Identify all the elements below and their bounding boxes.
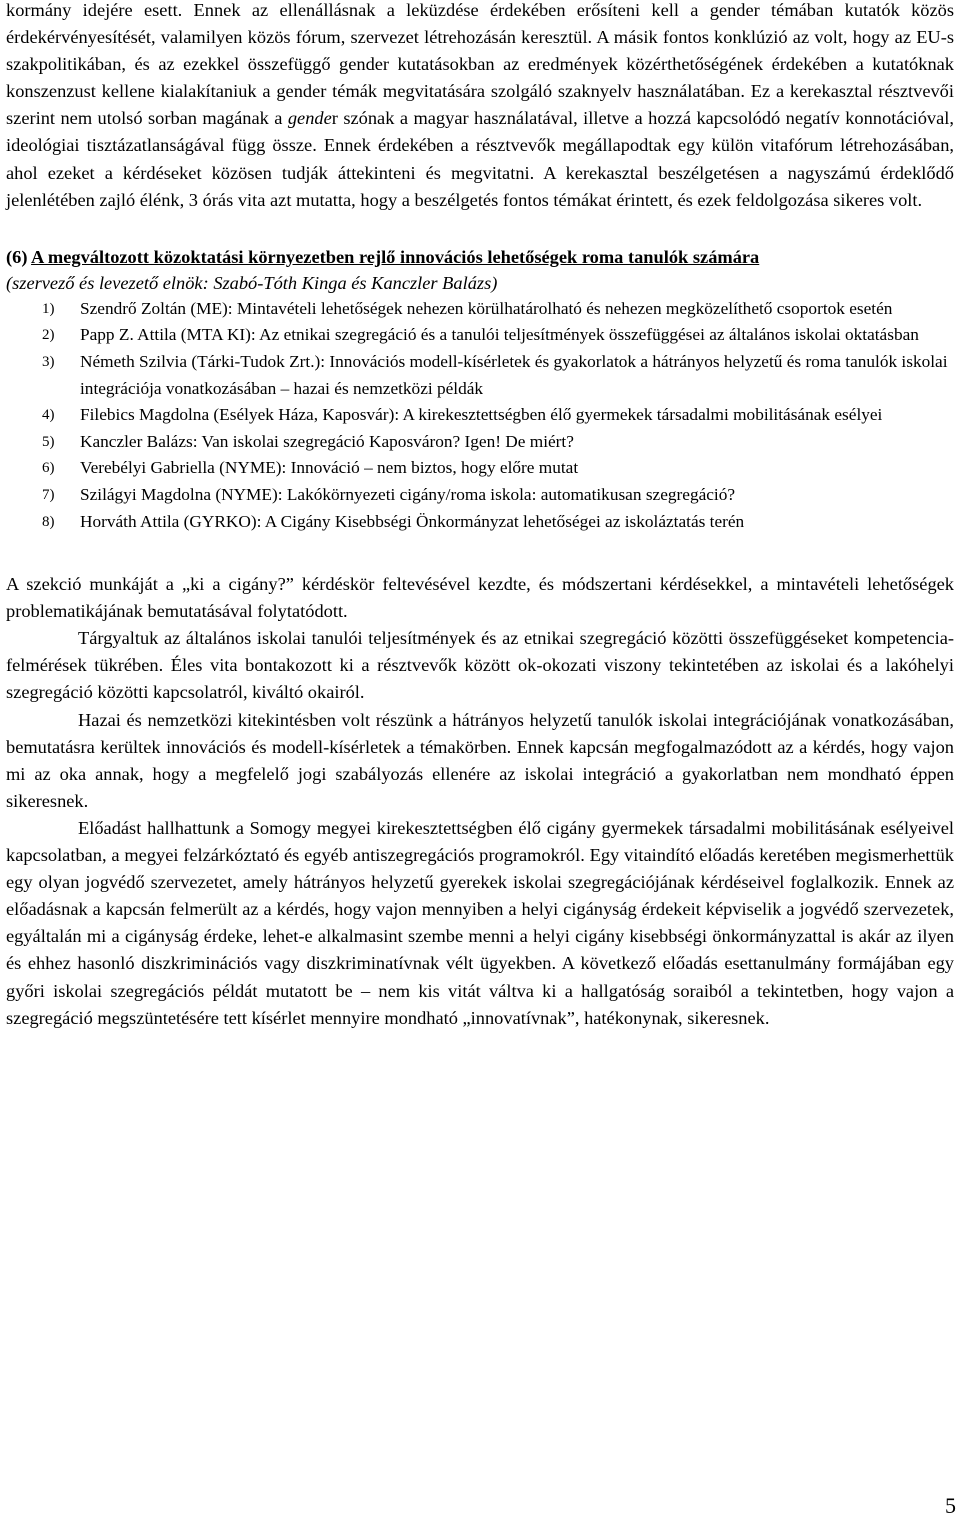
section-heading-number: (6) — [6, 246, 32, 267]
talk-number: 1) — [42, 300, 55, 317]
section-heading — [6, 244, 954, 270]
talk-text: Verebélyi Gabriella (NYME): Innováció – nem biztos, hogy előre mutat — [80, 458, 579, 478]
body-paragraph: Hazai és nemzetközi kitekintésben volt részünk a hátrányos helyzetű tanulók iskolai integrációjának vonatkozásában, bemutatásra kerültek innovációs és modell-kísérletek a témakörben. Ennek kapcsán megfogalmazódott az a kérdés, hogy vajon mi az oka annak, hogy a megfelelő jogi szabályozás ellenére az iskolai integráció a gyakorlatban nem mondható éppen sikeresnek. — [6, 709, 954, 811]
talk-item — [6, 349, 954, 402]
list-spacer — [6, 535, 954, 571]
talk-number: 7) — [42, 486, 55, 503]
section-spacer — [6, 214, 954, 244]
talk-item — [6, 402, 954, 429]
talk-number: 8) — [42, 513, 55, 530]
talk-text: Papp Z. Attila (MTA KI): Az etnikai szegregáció és a tanulói teljesítmények összefüggései az általános iskolai oktatásban — [80, 325, 919, 345]
talk-number: 2) — [42, 327, 55, 344]
talk-text: Kanczler Balázs: Van iskolai szegregáció Kaposváron? Igen! De miért? — [80, 431, 574, 451]
talk-item — [6, 509, 954, 536]
section-heading-title: A megváltozott közoktatási környezetben rejlő innovációs lehetőségek roma tanulók számára — [31, 246, 760, 267]
talk-item — [6, 322, 954, 349]
talk-number: 4) — [42, 407, 55, 424]
talk-item — [6, 482, 954, 509]
body-paragraph: A szekció munkáját a „ki a cigány?” kérdéskör feltevésével kezdte, és módszertani kérdésekkel, a mintavételi lehetőségek problematikájának bemutatásával folytatódott. — [6, 574, 954, 622]
talk-number: 6) — [42, 460, 55, 477]
talk-item — [6, 429, 954, 456]
talk-list — [6, 296, 954, 535]
talk-item — [6, 296, 954, 323]
body-paragraph: Előadást hallhattunk a Somogy megyei kirekesztettségben élő cigány gyermekek társadalmi mobilitásának esélyeivel kapcsolatban, a megyei felzárkóztató és egyéb antiszegregációs programokról. Egy vitaindító előadás keretében megismerhettük egy olyan jogvédő szervezetet, amely hátrányos helyzetű gyerekek iskolai szegregációjának kérdéseivel foglalkozik. Ennek az előadásnak a kapcsán felmerült az a kérdés, hogy vajon mennyiben a helyi cigányság érdekeit képviselik a jogvédő szervezetek, egyáltalán mi a cigányság érdeke, lehet-e alkalmasint szembe menni a helyi cigány kisebbségi önkormányzattal is akár az ilyen és ehhez hasonló diszkriminációs vagy diszkriminatívnak vélt ügyekben. A következő előadás esettanulmány formájában egy győri iskolai szegregációs példát mutatott be – nem kis vitát váltva ki a hallgatóság soraiból a tekintetben, hogy vajon a szegregáció megszüntetésére tett kísérlet mennyire mondható „innovatívnak”, hatékonynak, sikeresnek. — [6, 817, 954, 1028]
talk-item — [6, 455, 954, 482]
talk-text: Filebics Magdolna (Esélyek Háza, Kaposvár): A kirekesztettségben élő gyermekek társadalmi mobilitásának esélyei — [80, 405, 883, 425]
body-paragraph: Tárgyaltuk az általános iskolai tanulói teljesítmények és az etnikai szegregáció közötti összefüggéseket kompetencia-felmérések tükrében. Éles vita bontakozott ki a résztvevők között ok-okozati viszony tekintetében az iskolai és a lakóhelyi szegregáció közötti kapcsolatról, kiváltó okairól. — [6, 628, 954, 703]
talk-number: 3) — [42, 353, 55, 370]
talk-text: Horváth Attila (GYRKO): A Cigány Kisebbségi Önkormányzat lehetőségei az iskoláztatás terén — [80, 511, 745, 531]
section-organizers: (szervező és levezető elnök: Szabó-Tóth Kinga és Kanczler Balázs) — [6, 272, 498, 293]
talk-text: Szilágyi Magdolna (NYME): Lakókörnyezeti cigány/roma iskola: automatikusan szegregáció? — [80, 484, 736, 504]
intro-paragraph — [6, 0, 954, 214]
intro-text-part1: kormány idejére esett. Ennek az ellenállásnak a leküzdése érdekében erősíteni kell a gender témában kutatók közös érdekérvényesítését, valamilyen közös fórum, szervezet létrehozásán keresztül. A másik fontos konklúzió az volt, hogy az EU-s szakpolitikában, és az ezekkel összefüggő gender kutatásokban az eredmények közérthetőségének érdekében a kutatóknak konszenzust kellene kialakítaniuk a gender témák megvitatására szolgáló szaknyelv használatában. Ez a kerekasztal résztvevői szerint nem utolsó sorban magának a — [6, 0, 954, 129]
page-number: 5 — [945, 1493, 956, 1518]
talk-text: Németh Szilvia (Tárki-Tudok Zrt.): Innovációs modell-kísérletek és gyakorlatok a hátrányos helyzetű és roma tanulók iskolai integrációja vonatkozásában – hazai és nemzetközi példák — [80, 351, 948, 398]
talk-text: Szendrő Zoltán (ME): Mintavételi lehetőségek nehezen körülhatárolható és nehezen megközelíthető csoportok esetén — [80, 298, 893, 318]
talk-number: 5) — [42, 433, 55, 450]
intro-text-part2: r szónak a magyar használatával, illetve a hozzá kapcsolódó negatív konnotációval, ideológiai tisztázatlanságával függ össze. Ennek érdekében a résztvevők megállapodtak egy külön vitafórum létrehozásában, ahol ezeket a kérdéseket közösen tudják áttekinteni és megvitatni. A kerekasztal beszélgetésen a nagyszámú érdeklődő jelenlétében zajló élénk, 3 órás vita azt mutatta, hogy a beszélgetés fontos témákat érintett, és ezek feldolgozása sikeres volt. — [6, 108, 954, 210]
intro-emphasis: gende — [287, 108, 332, 129]
